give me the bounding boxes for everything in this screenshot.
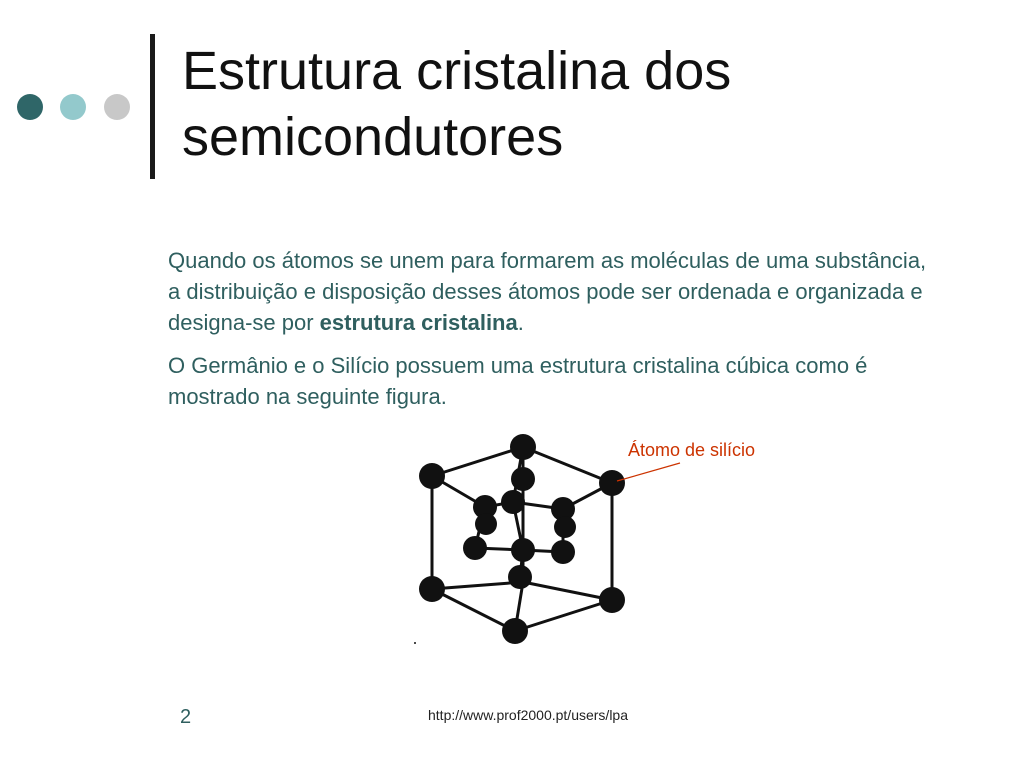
crystal-lattice-drawing: [405, 432, 785, 657]
footer-url: http://www.prof2000.pt/users/lpa: [428, 707, 628, 723]
light-teal-dot: [60, 94, 86, 120]
paragraph-1-text: Quando os átomos se unem para formarem as moléculas de uma substância, a distribuição e disposição desses átomos pode ser ordenada e organizada e designa-se por: [168, 248, 927, 335]
callout-leader-line: [617, 463, 680, 481]
figure-callout-label: Átomo de silício: [628, 440, 756, 460]
title-line-2: semicondutores: [182, 107, 564, 167]
dark-teal-dot: [17, 94, 43, 120]
title-divider-line: [150, 34, 155, 179]
paragraph-1-end: .: [517, 310, 524, 335]
slide-title: [182, 38, 982, 170]
paragraph-1: [168, 245, 928, 338]
crystal-lattice-figure: [405, 432, 785, 657]
title-line-1: Estrutura cristalina dos: [182, 41, 732, 101]
paragraph-2: O Germânio e o Silício possuem uma estrutura cristalina cúbica como é mostrado na seguinte figura.: [168, 353, 868, 409]
gray-dot: [104, 94, 130, 120]
page-number: 2: [180, 706, 192, 728]
slide-body: [168, 245, 928, 424]
paragraph-1-bold-term: estrutura cristalina: [319, 310, 518, 335]
